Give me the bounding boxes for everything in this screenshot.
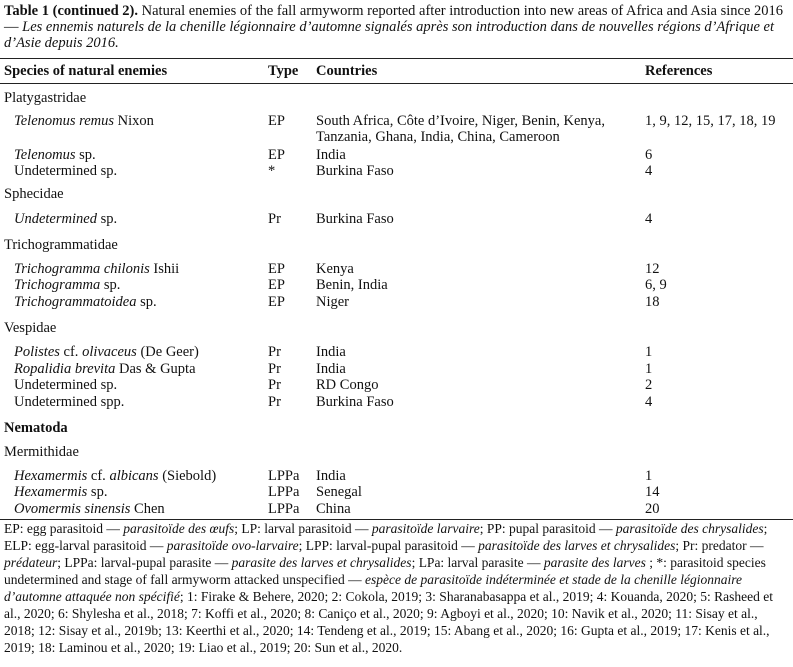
species-cell [14, 294, 157, 311]
references-cell: 1 [645, 361, 653, 377]
table-row [0, 277, 793, 294]
footnote-text: ; LP: larval parasitoid — [234, 521, 372, 536]
group-row [0, 420, 793, 437]
family-row [0, 90, 793, 107]
countries-cell: India [316, 361, 346, 377]
species-epithet: olivaceus [82, 344, 137, 360]
species-authority: (De Geer) [136, 344, 199, 360]
footnote-text: EP: egg parasitoid — [4, 521, 124, 536]
species-cell [14, 501, 165, 518]
caption-label: Table 1 (continued 2). [4, 3, 139, 19]
countries-cell: South Africa, Côte d’Ivoire, Niger, Benin, Kenya, [316, 113, 605, 129]
countries-cell: Burkina Faso [316, 394, 394, 410]
species-genus: Hexamermis [14, 484, 88, 500]
footnote-french: parasitoïde ovo-larvaire [166, 538, 299, 553]
type-cell: Pr [268, 344, 281, 360]
countries-cell: Burkina Faso [316, 211, 394, 227]
family-name: Sphecidae [4, 186, 64, 202]
caption-text-fr: Les ennemis naturels de la chenille légionnaire d’automne signalés après son introduction dans de nouvelles régions d’Afrique et d’Asie depuis 2016. [4, 19, 775, 51]
footnote-text: ; LPPa: larval-pupal parasite — [57, 555, 232, 570]
species-cell: Undetermined sp. [14, 163, 118, 179]
references-cell: 6, 9 [645, 277, 667, 293]
species-cell [14, 468, 216, 485]
table-row [0, 394, 793, 411]
species-authority: sp. [100, 277, 121, 293]
footnote-french: parasitoïde des larves et chrysalides [478, 538, 676, 553]
type-cell: LPPa [268, 468, 300, 484]
header-references: References [645, 63, 713, 79]
species-cell [14, 361, 196, 378]
table-top-rule [0, 58, 793, 59]
species-cell [14, 147, 96, 164]
type-cell: Pr [268, 394, 281, 410]
type-cell: Pr [268, 211, 281, 227]
table-row [0, 113, 793, 130]
table-row [0, 501, 793, 518]
type-cell: Pr [268, 361, 281, 377]
species-cell [14, 484, 107, 501]
species-authority: Ishii [149, 261, 180, 277]
family-name: Trichogrammatidae [4, 237, 118, 253]
table-row [0, 361, 793, 378]
table-row [0, 163, 793, 180]
header-type: Type [268, 63, 299, 79]
species-qualifier: cf. [87, 468, 110, 484]
species-genus: Trichogramma [14, 277, 101, 293]
species-qualifier: cf. [59, 344, 83, 360]
type-cell: EP [268, 113, 285, 129]
species-epithet: albicans [109, 468, 159, 484]
countries-cell: Senegal [316, 484, 362, 500]
footnote-french: espèce de parasitoïde indéterminée et stade de la chenille légionnaire d’automne attaquée non spécifié [4, 572, 743, 604]
footnote-french: parasitoïde larvaire [371, 521, 480, 536]
species-genus: Hexamermis [14, 468, 88, 484]
species-cell: Undetermined spp. [14, 394, 125, 410]
footnote-french: parasite des larves [543, 555, 646, 570]
species-cell [14, 211, 117, 228]
type-cell: EP [268, 261, 285, 277]
references-cell: 2 [645, 377, 653, 393]
table-header-row [0, 63, 793, 80]
table-row [0, 377, 793, 394]
type-cell: LPPa [268, 484, 300, 500]
species-authority: (Siebold) [158, 468, 217, 484]
references-cell: 4 [645, 211, 653, 227]
references-cell: 20 [645, 501, 660, 517]
countries-cell: China [316, 501, 351, 517]
countries-cell: Tanzania, Ghana, India, China, Cameroon [316, 129, 560, 145]
footnote-french: parasitoïde des chrysalides [615, 521, 764, 536]
caption-text-en: Natural enemies of the fall armyworm reported after introduction into new areas of Africa and Asia since 2016 [138, 3, 784, 19]
references-cell: 4 [645, 394, 653, 410]
family-row [0, 320, 793, 337]
species-genus: Trichogramma chilonis [14, 261, 150, 277]
countries-cell: India [316, 344, 346, 360]
species-genus: Ovomermis sinensis [14, 501, 131, 517]
species-cell: Undetermined sp. [14, 377, 118, 393]
table-row [0, 129, 793, 146]
footnote-french: prédateur [4, 555, 58, 570]
countries-cell: Niger [316, 294, 350, 310]
table-footnote [4, 520, 788, 656]
species-genus: Trichogrammatoidea [14, 294, 137, 310]
table-row [0, 484, 793, 501]
species-genus: Telenomus [14, 147, 76, 163]
footnote-text: ; PP: pupal parasitoid — [479, 521, 616, 536]
references-cell: 4 [645, 163, 653, 179]
footnote-text: ; LPa: larval parasite — [411, 555, 544, 570]
family-name: Platygastridae [4, 90, 87, 106]
species-cell [14, 113, 154, 130]
table-caption [4, 3, 784, 51]
type-cell: EP [268, 294, 285, 310]
species-genus: Ropalidia brevita [14, 361, 116, 377]
species-cell [14, 261, 179, 278]
countries-cell: India [316, 468, 346, 484]
species-authority: Nixon [114, 113, 154, 129]
header-countries: Countries [316, 63, 378, 79]
references-cell: 18 [645, 294, 660, 310]
caption-separator: — [4, 19, 23, 35]
family-name: Mermithidae [4, 444, 79, 460]
table-row [0, 468, 793, 485]
species-authority: sp. [87, 484, 108, 500]
table-row [0, 211, 793, 228]
species-authority: Das & Gupta [115, 361, 196, 377]
header-species: Species of natural enemies [4, 63, 168, 79]
species-authority: sp. [75, 147, 96, 163]
countries-cell: India [316, 147, 346, 163]
type-cell: Pr [268, 377, 281, 393]
species-genus: Telenomus remus [14, 113, 115, 129]
type-cell: LPPa [268, 501, 300, 517]
type-cell: EP [268, 147, 285, 163]
group-name: Nematoda [4, 420, 68, 436]
family-row [0, 444, 793, 461]
family-row [0, 186, 793, 203]
footnote-french: parasitoïde des œufs [123, 521, 235, 536]
family-row [0, 237, 793, 254]
table-row [0, 261, 793, 278]
table-row [0, 147, 793, 164]
countries-cell: Benin, India [316, 277, 388, 293]
references-cell: 12 [645, 261, 660, 277]
species-authority: Chen [130, 501, 165, 517]
footnote-text: ; LPP: larval-pupal parasitoid — [298, 538, 479, 553]
species-authority: sp. [136, 294, 157, 310]
species-cell [14, 344, 199, 361]
countries-cell: RD Congo [316, 377, 379, 393]
references-cell: 6 [645, 147, 653, 163]
type-cell: * [268, 163, 276, 179]
table-row [0, 294, 793, 311]
references-cell: 1 [645, 468, 653, 484]
references-cell: 1, 9, 12, 15, 17, 18, 19 [645, 113, 776, 129]
footnote-text: ; *: parasitoid species undetermined and stage of fall armyworm attacked unspecified — [4, 555, 766, 587]
countries-cell: Burkina Faso [316, 163, 394, 179]
footnote-text: ; ELP: egg-larval parasitoid — [4, 521, 768, 553]
references-cell: 14 [645, 484, 660, 500]
species-genus: Polistes [14, 344, 60, 360]
countries-cell: Kenya [316, 261, 354, 277]
family-name: Vespidae [4, 320, 57, 336]
type-cell: EP [268, 277, 285, 293]
species-genus: Undetermined [14, 211, 97, 227]
species-authority: sp. [96, 211, 118, 227]
table-row [0, 344, 793, 361]
footnote-text: ; Pr: predator — [675, 538, 764, 553]
table-header-rule [0, 83, 793, 84]
references-cell: 1 [645, 344, 653, 360]
species-cell [14, 277, 120, 294]
footnote-french: parasite des larves et chrysalides [231, 555, 412, 570]
footnote-text: ; 1: Firake & Behere, 2020; 2: Cokola, 2019; 3: Sharanabasappa et al., 2019; 4: Kouanda, 2020; 5: Rasheed et al., 2020; 6: Shylesha et al., 2018; 7: Koffi et al., 2020; 8: Caniço et al., 2020; 9: Agboyi et al., 2020; 10: Navik et al., 2020; 11: Sisay et al., 2018; 12: Sisay et al., 2019b; 13: Keerthi et al., 2020; 14: Tendeng et al., 2019; 15: Abang et al., 2020; 16: Gupta et al., 2019; 17: Kenis et al., 2019; 18: Laminou et al., 2020; 19: Liao et al., 2019; 20: Sun et al., 2020. [4, 589, 773, 655]
